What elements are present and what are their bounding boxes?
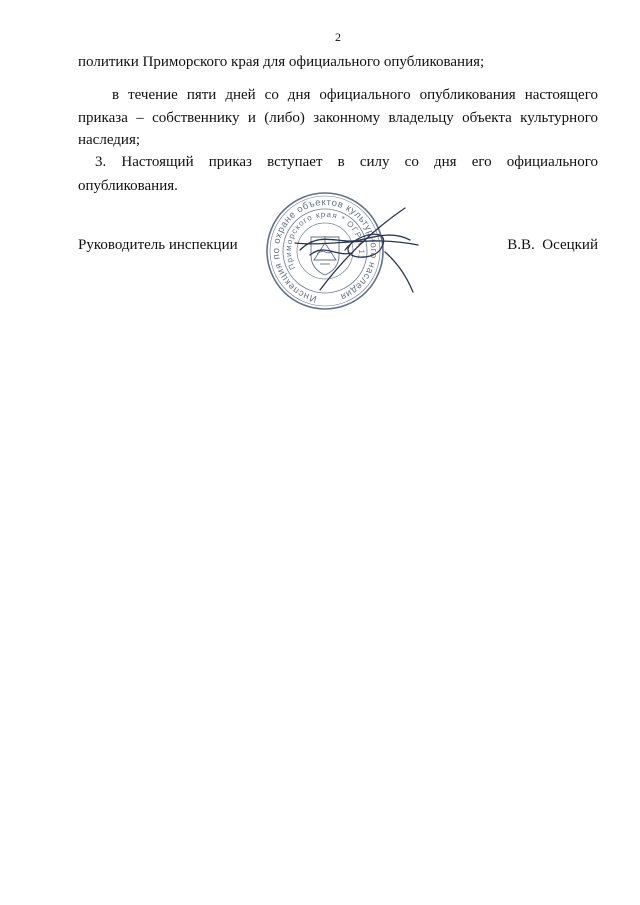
stamp-inner-text-path: Приморского края * ОГРН 11 xyxy=(283,209,367,272)
paragraph-line: политики Приморского края для официального опубликования; xyxy=(78,54,485,70)
page-number: 2 xyxy=(335,30,341,44)
paragraph-line: наследия; xyxy=(78,132,141,148)
signatory-name: В.В. Осецкий xyxy=(507,237,598,253)
paragraph-line: приказа – собственнику и (либо) законному владельцу объекта культурного xyxy=(78,110,598,126)
handwritten-signature-icon xyxy=(280,195,425,305)
signatory-position: Руководитель инспекции xyxy=(78,237,238,253)
paragraph-line: опубликования. xyxy=(78,178,178,194)
stamp-outer-text-path: Инспекция по охране объектов культурного наследия xyxy=(270,196,380,305)
paragraph-line: 3. Настоящий приказ вступает в силу со дня его официального xyxy=(95,154,598,170)
paragraph-line: в течение пяти дней со дня официального опубликования настоящего xyxy=(112,87,598,103)
